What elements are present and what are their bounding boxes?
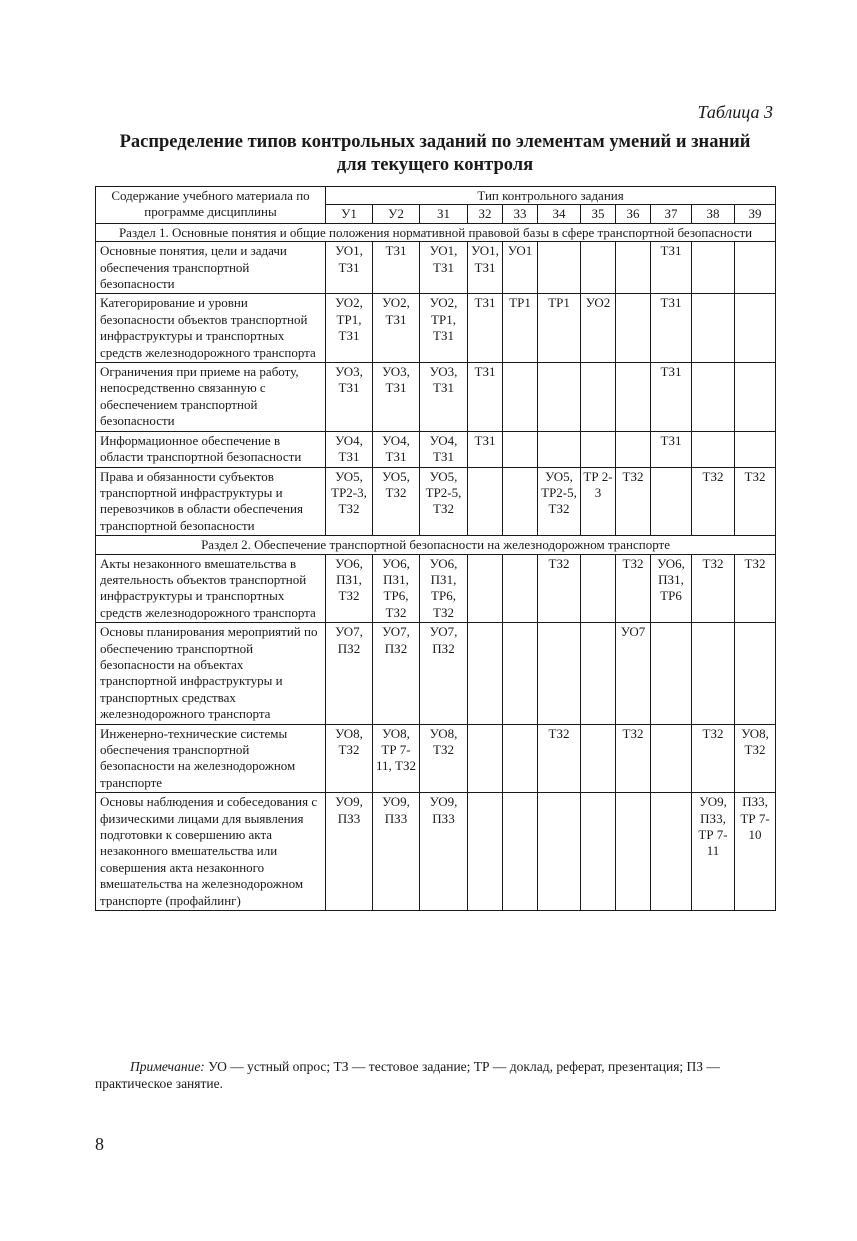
- task-cell: ТР1: [538, 294, 581, 363]
- content-cell: Основные понятия, цели и задачи обеспечения транспортной безопасности: [96, 242, 326, 294]
- task-cell: ТЗ1: [468, 294, 503, 363]
- task-cell: [692, 623, 735, 724]
- page-number: 8: [95, 1134, 104, 1154]
- task-cell: ТЗ2: [692, 724, 735, 793]
- task-cell: [692, 363, 735, 432]
- task-cell: УО9, ПЗ3: [326, 793, 373, 911]
- code-header: З1: [420, 205, 468, 223]
- task-cell: [581, 793, 616, 911]
- task-cell: УО5, ТР2-5, ТЗ2: [420, 467, 468, 536]
- section-row: [96, 223, 776, 241]
- task-cell: УО2: [581, 294, 616, 363]
- task-cell: [651, 623, 692, 724]
- task-cell: УО4, ТЗ1: [420, 431, 468, 467]
- task-cell: [581, 724, 616, 793]
- task-cell: ТЗ2: [735, 467, 776, 536]
- task-cell: ТЗ1: [468, 431, 503, 467]
- task-cell: УО5, ТР2-3, ТЗ2: [326, 467, 373, 536]
- task-cell: [581, 554, 616, 623]
- task-cell: [692, 242, 735, 294]
- task-cell: [503, 431, 538, 467]
- table-label: Таблица 3: [697, 102, 773, 122]
- table-row: [96, 363, 776, 432]
- section-row: [96, 536, 776, 554]
- task-cell: [692, 294, 735, 363]
- code-header: У2: [373, 205, 420, 223]
- task-cell: УО7, ПЗ2: [420, 623, 468, 724]
- code-header: З9: [735, 205, 776, 223]
- task-cell: ТЗ2: [616, 554, 651, 623]
- section-title: Раздел 2. Обеспечение транспортной безопасности на железнодорожном транспорте: [96, 536, 776, 554]
- task-cell: [503, 467, 538, 536]
- task-cell: УО6, ПЗ1, ТР6: [651, 554, 692, 623]
- table-title: [95, 131, 775, 177]
- task-cell: [538, 242, 581, 294]
- task-cell: ТЗ1: [651, 363, 692, 432]
- code-header: У1: [326, 205, 373, 223]
- task-cell: [616, 294, 651, 363]
- task-cell: ТЗ2: [692, 467, 735, 536]
- task-cell: УО1, ТЗ1: [326, 242, 373, 294]
- distribution-table: [95, 186, 776, 911]
- code-header: З3: [503, 205, 538, 223]
- title-line-2: для текущего контроля: [336, 155, 534, 175]
- task-cell: [735, 623, 776, 724]
- task-cell: УО7: [616, 623, 651, 724]
- code-header: З8: [692, 205, 735, 223]
- task-cell: ТЗ1: [651, 431, 692, 467]
- task-cell: [468, 467, 503, 536]
- task-cell: УО2, ТЗ1: [373, 294, 420, 363]
- task-cell: [735, 242, 776, 294]
- task-cell: ТЗ2: [538, 724, 581, 793]
- task-cell: УО3, ТЗ1: [373, 363, 420, 432]
- task-cell: ТЗ2: [616, 724, 651, 793]
- table-row: [96, 793, 776, 911]
- task-cell: [538, 793, 581, 911]
- note-text: УО — устный опрос; ТЗ — тестовое задание; ТР — доклад, реферат, презентация; ПЗ — практическое занятие.: [95, 1059, 720, 1091]
- task-cell: УО8, ТЗ2: [420, 724, 468, 793]
- content-cell: Ограничения при приеме на работу, непосредственно связанную с обеспечением транспортной безопасности: [96, 363, 326, 432]
- table-row: [96, 724, 776, 793]
- table-row: [96, 242, 776, 294]
- code-header: З6: [616, 205, 651, 223]
- task-cell: [616, 363, 651, 432]
- task-cell: [616, 431, 651, 467]
- task-cell: УО9, ПЗ3: [373, 793, 420, 911]
- task-cell: ТР1: [503, 294, 538, 363]
- code-header: З5: [581, 205, 616, 223]
- task-cell: [503, 554, 538, 623]
- task-cell: ТЗ1: [651, 242, 692, 294]
- task-cell: УО9, ПЗ3, ТР 7-11: [692, 793, 735, 911]
- content-cell: Акты незаконного вмешательства в деятельность объектов транспортной инфраструктуры и транспортных средств железнодорожного транспорта: [96, 554, 326, 623]
- task-cell: [503, 623, 538, 724]
- task-cell: УО9, ПЗ3: [420, 793, 468, 911]
- task-cell: [468, 724, 503, 793]
- task-cell: [468, 793, 503, 911]
- task-cell: [616, 242, 651, 294]
- table-row: [96, 431, 776, 467]
- task-cell: [651, 467, 692, 536]
- code-header: З4: [538, 205, 581, 223]
- task-cell: УО6, ПЗ1, ТЗ2: [326, 554, 373, 623]
- task-cell: УО6, ПЗ1, ТР6, ТЗ2: [420, 554, 468, 623]
- task-cell: [503, 793, 538, 911]
- task-cell: УО1, ТЗ1: [468, 242, 503, 294]
- task-cell: ТЗ1: [651, 294, 692, 363]
- task-cell: УО1: [503, 242, 538, 294]
- task-cell: УО8, ТР 7-11, ТЗ2: [373, 724, 420, 793]
- task-cell: ТЗ2: [735, 554, 776, 623]
- task-cell: УО3, ТЗ1: [420, 363, 468, 432]
- table-row: [96, 467, 776, 536]
- content-cell: Инженерно-технические системы обеспечения транспортной безопасности на железнодорожном транспорте: [96, 724, 326, 793]
- task-cell: [581, 623, 616, 724]
- task-cell: [468, 623, 503, 724]
- content-cell: Основы наблюдения и собеседования с физическими лицами для выявления подготовки к совершению акта незаконного вмешательства или совершения акта незаконного вмешательства на железнодорожном транспорте (профайлинг): [96, 793, 326, 911]
- content-cell: Основы планирования мероприятий по обеспечению транспортной безопасности на объектах транспортной инфраструктуры и транспортных средствах железнодорожного транспорта: [96, 623, 326, 724]
- task-cell: [735, 294, 776, 363]
- task-cell: ТЗ2: [538, 554, 581, 623]
- task-cell: [503, 724, 538, 793]
- code-header: З2: [468, 205, 503, 223]
- task-cell: ТЗ2: [616, 467, 651, 536]
- task-cell: [651, 793, 692, 911]
- task-cell: [616, 793, 651, 911]
- task-cell: [735, 363, 776, 432]
- table-note: [95, 1058, 775, 1092]
- task-cell: [651, 724, 692, 793]
- task-cell: УО3, ТЗ1: [326, 363, 373, 432]
- task-cell: УО5, ТР2-5, ТЗ2: [538, 467, 581, 536]
- note-label: Примечание:: [130, 1059, 205, 1074]
- table-row: [96, 554, 776, 623]
- task-cell: УО5, ТЗ2: [373, 467, 420, 536]
- task-cell: [538, 623, 581, 724]
- task-cell: ПЗ3, ТР 7-10: [735, 793, 776, 911]
- task-cell: [581, 363, 616, 432]
- content-column-header: Содержание учебного материала по программе дисциплины: [96, 187, 326, 224]
- task-cell: УО8, ТЗ2: [735, 724, 776, 793]
- task-cell: [538, 363, 581, 432]
- task-cell: ТР 2-3: [581, 467, 616, 536]
- content-cell: Категорирование и уровни безопасности объектов транспортной инфраструктуры и транспортных средств железнодорожного транспорта: [96, 294, 326, 363]
- task-cell: УО1, ТЗ1: [420, 242, 468, 294]
- content-cell: Права и обязанности субъектов транспортной инфраструктуры и перевозчиков в области обеспечения транспортной безопасности: [96, 467, 326, 536]
- content-cell: Информационное обеспечение в области транспортной безопасности: [96, 431, 326, 467]
- task-cell: ТЗ1: [468, 363, 503, 432]
- task-cell: УО8, ТЗ2: [326, 724, 373, 793]
- task-cell: [503, 363, 538, 432]
- task-cell: [581, 431, 616, 467]
- task-cell: УО7, ПЗ2: [326, 623, 373, 724]
- title-line-1: Распределение типов контрольных заданий по элементам умений и знаний: [119, 132, 751, 152]
- task-cell: УО2, ТР1, ТЗ1: [326, 294, 373, 363]
- table-row: [96, 623, 776, 724]
- header-row-1: [96, 187, 776, 205]
- task-cell: УО7, ПЗ2: [373, 623, 420, 724]
- task-cell: [468, 554, 503, 623]
- task-cell: УО4, ТЗ1: [373, 431, 420, 467]
- task-cell: УО2, ТР1, ТЗ1: [420, 294, 468, 363]
- task-type-group-header: Тип контрольного задания: [326, 187, 776, 205]
- code-header: З7: [651, 205, 692, 223]
- task-cell: УО6, ПЗ1, ТР6, ТЗ2: [373, 554, 420, 623]
- task-cell: ТЗ1: [373, 242, 420, 294]
- table-row: [96, 294, 776, 363]
- task-cell: [581, 242, 616, 294]
- section-title: Раздел 1. Основные понятия и общие положения нормативной правовой базы в сфере транспортной безопасности: [96, 223, 776, 241]
- task-cell: ТЗ2: [692, 554, 735, 623]
- task-cell: [692, 431, 735, 467]
- task-cell: [735, 431, 776, 467]
- task-cell: УО4, ТЗ1: [326, 431, 373, 467]
- task-cell: [538, 431, 581, 467]
